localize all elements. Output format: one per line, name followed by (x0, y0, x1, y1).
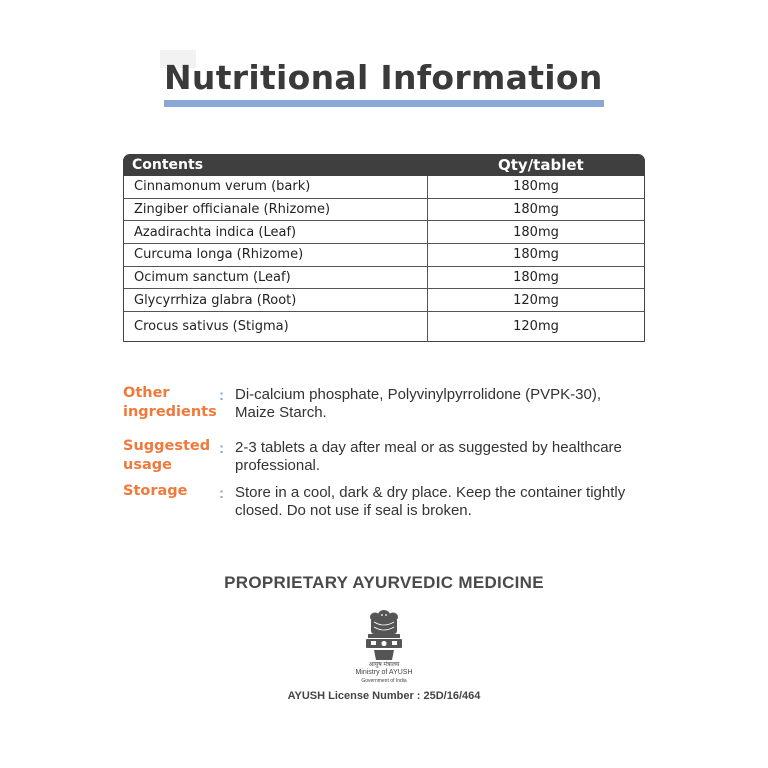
ingredient-name: Zingiber officianale (Rhizome) (124, 199, 428, 221)
other-ingredients-label: Other ingredients (123, 385, 217, 420)
ingredient-qty: 180mg (513, 247, 559, 263)
header-qty: Qty/tablet (498, 156, 584, 174)
emblem-hindi-text: आयुष मंत्रालय (368, 662, 400, 668)
ingredient-qty: 120mg (513, 319, 559, 335)
ministry-name: Ministry of AYUSH (355, 669, 413, 676)
separator-colon: : (219, 485, 224, 502)
page-title: Nutritional Information (164, 58, 603, 97)
storage-text: Store in a cool, dark & dry place. Keep the container tightly closed. Do not use if seal is broken. (235, 484, 626, 519)
suggested-usage-text: 2-3 tablets a day after meal or as suggested by healthcare professional. (235, 439, 622, 474)
national-emblem-icon (362, 606, 406, 664)
other-ingredients-text: Di-calcium phosphate, Polyvinylpyrrolidone (PVPK-30), Maize Starch. (235, 386, 601, 421)
storage-label: Storage (123, 483, 188, 499)
table-row (124, 311, 644, 341)
ingredient-qty: 180mg (513, 270, 559, 286)
table-header (123, 154, 645, 176)
contents-table (123, 154, 645, 342)
license-number: AYUSH License Number : 25D/16/464 (287, 690, 481, 702)
emblem-caption (334, 661, 434, 685)
ingredient-name: Glycyrrhiza glabra (Root) (124, 289, 428, 311)
table-row (124, 198, 644, 221)
ingredient-qty: 180mg (513, 202, 559, 218)
title-underline (164, 100, 604, 107)
government-name: Government of India (361, 678, 407, 684)
ingredient-qty: 180mg (513, 179, 559, 195)
ingredient-name: Curcuma longa (Rhizome) (124, 244, 428, 266)
table-body (123, 176, 645, 342)
table-row (124, 266, 644, 289)
ingredient-qty: 120mg (513, 292, 559, 308)
table-row (124, 176, 644, 198)
header-contents: Contents (132, 157, 204, 173)
table-row (124, 220, 644, 243)
ingredient-name: Crocus sativus (Stigma) (124, 312, 428, 341)
ingredient-qty: 180mg (513, 224, 559, 240)
ingredient-name: Ocimum sanctum (Leaf) (124, 267, 428, 289)
separator-colon: : (219, 440, 224, 457)
table-row (124, 243, 644, 266)
separator-colon: : (219, 387, 224, 404)
suggested-usage-label: Suggested usage (123, 438, 211, 473)
proprietary-heading: PROPRIETARY AYURVEDIC MEDICINE (224, 573, 544, 592)
table-row (124, 288, 644, 311)
ingredient-name: Cinnamonum verum (bark) (124, 176, 428, 198)
ingredient-name: Azadirachta indica (Leaf) (124, 221, 428, 243)
